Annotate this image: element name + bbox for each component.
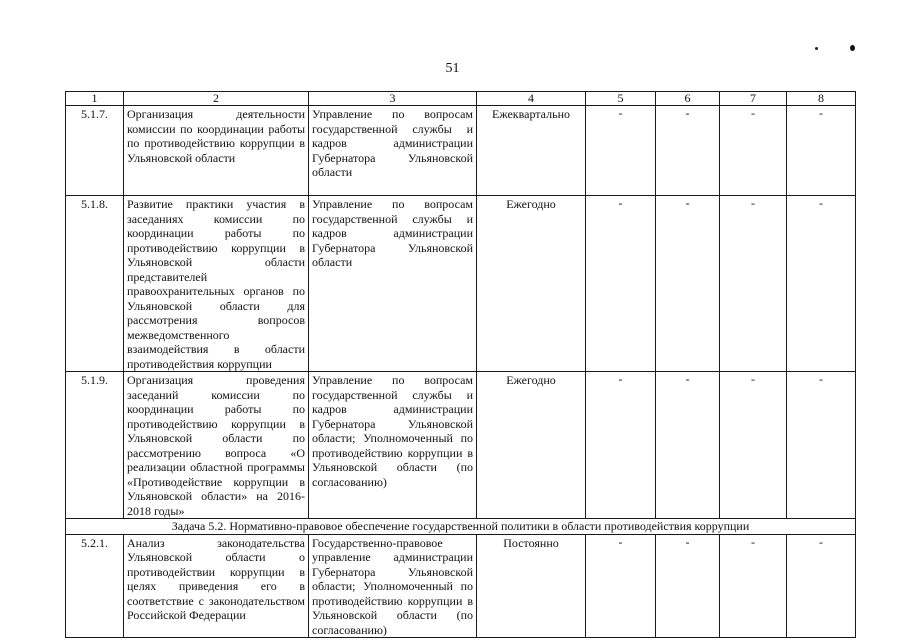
value-cell: -: [586, 534, 656, 638]
value-cell: -: [586, 196, 656, 372]
row-number: 5.1.7.: [66, 106, 124, 196]
table-row: [66, 534, 856, 638]
col-header-3: 3: [309, 92, 477, 106]
period-text: Ежегодно: [477, 372, 586, 519]
period-text: Ежеквартально: [477, 106, 586, 196]
value-cell: -: [656, 196, 720, 372]
section-row: [66, 519, 856, 535]
col-header-8: 8: [787, 92, 856, 106]
row-number: 5.2.1.: [66, 534, 124, 638]
value-cell: -: [787, 534, 856, 638]
section-title: Задача 5.2. Нормативно-правовое обеспечение государственной политики в области противодействия коррупции: [66, 519, 856, 535]
executor-text: Государственно-правовое управление администрации Губернатора Ульяновской области; Уполномоченный по противодействию коррупции в Ульяновской области (по согласованию): [309, 534, 477, 638]
value-cell: -: [656, 534, 720, 638]
value-cell: -: [720, 106, 787, 196]
period-text: Постоянно: [477, 534, 586, 638]
col-header-7: 7: [720, 92, 787, 106]
table-row: [66, 372, 856, 519]
col-header-5: 5: [586, 92, 656, 106]
measure-text: Анализ законодательства Ульяновской области о противодействии коррупции в целях приведения его в соответствие с законодательством Российской Федерации: [124, 534, 309, 638]
col-header-4: 4: [477, 92, 586, 106]
row-number: 5.1.8.: [66, 196, 124, 372]
value-cell: -: [787, 372, 856, 519]
value-cell: -: [787, 106, 856, 196]
measure-text: Организация проведения заседаний комиссии по координации работы по противодействию коррупции в Ульяновской области по рассмотрению вопроса «О реализации областной программы «Противодействие коррупции в Ульяновской области» на 2016-2018 годы»: [124, 372, 309, 519]
value-cell: -: [586, 372, 656, 519]
scan-speck: [850, 45, 855, 51]
value-cell: -: [656, 372, 720, 519]
value-cell: -: [656, 106, 720, 196]
header-row: [66, 92, 856, 106]
page-number: 51: [445, 61, 460, 76]
col-header-6: 6: [656, 92, 720, 106]
col-header-1: 1: [66, 92, 124, 106]
measure-text: Организация деятельности комиссии по координации работы по противодействию коррупции в Ульяновской области: [124, 106, 309, 196]
value-cell: -: [787, 196, 856, 372]
row-number: 5.1.9.: [66, 372, 124, 519]
col-header-2: 2: [124, 92, 309, 106]
measure-text: Развитие практики участия в заседаниях комиссии по координации работы по противодействию коррупции в Ульяновской области представителей правоохранительных органов по Ульяновской области для рассмотрения вопросов межведомственного взаимодействия в области противодействия коррупции: [124, 196, 309, 372]
table-row: [66, 196, 856, 372]
value-cell: -: [586, 106, 656, 196]
period-text: Ежегодно: [477, 196, 586, 372]
measures-table: [65, 91, 856, 638]
value-cell: -: [720, 534, 787, 638]
executor-text: Управление по вопросам государственной службы и кадров администрации Губернатора Ульяновской области: [309, 196, 477, 372]
table-row: [66, 106, 856, 196]
value-cell: -: [720, 372, 787, 519]
scan-speck: [815, 47, 818, 50]
value-cell: -: [720, 196, 787, 372]
executor-text: Управление по вопросам государственной службы и кадров администрации Губернатора Ульяновской области: [309, 106, 477, 196]
executor-text: Управление по вопросам государственной службы и кадров администрации Губернатора Ульяновской области; Уполномоченный по противодействию коррупции в Ульяновской области (по согласованию): [309, 372, 477, 519]
